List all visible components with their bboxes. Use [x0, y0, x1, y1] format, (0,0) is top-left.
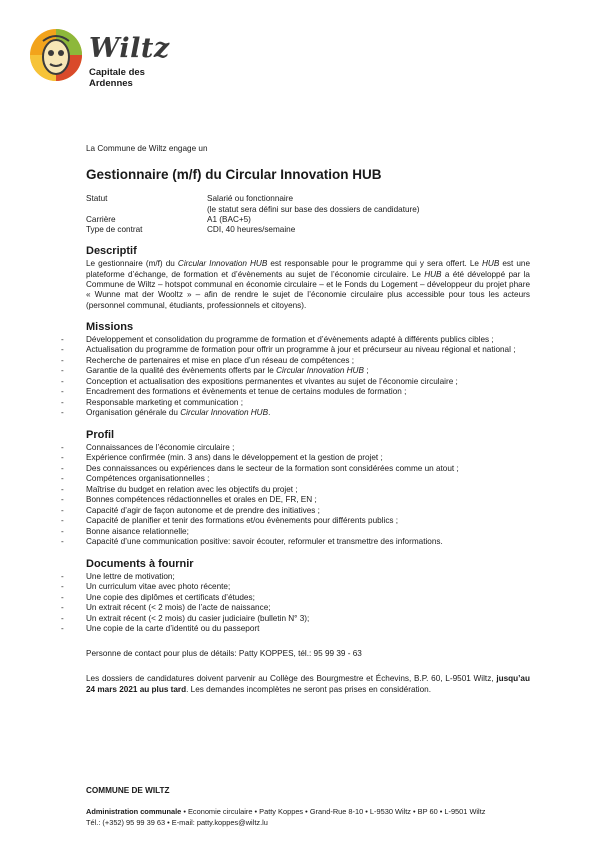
text-run: Développement et consolidation du programme de formation et d’évènements adapté à différents publics cibles ; — [86, 334, 494, 344]
text-run: Les dossiers de candidatures doivent parvenir au Collège des Bourgmestre et Échevins, B.P. 60, L-9501 Wiltz, — [86, 674, 497, 684]
documents-list — [86, 572, 530, 635]
text-run: est une plateforme d’échange, de formation et d’évènements au sujet de l’économie circulaire. Le — [86, 259, 531, 279]
section-heading-missions: Missions — [86, 320, 134, 333]
job-posting — [86, 144, 530, 695]
footer-address — [86, 807, 546, 817]
detail-label: Carrière — [86, 214, 116, 224]
wiltz-mascot-icon — [29, 27, 87, 83]
text-run-italic: Circular Innovation HUB — [180, 408, 269, 418]
list-item — [86, 366, 530, 377]
closing-paragraph — [86, 674, 530, 695]
list-item: - Une lettre de motivation; — [86, 572, 530, 583]
section-heading-documents: Documents à fournir — [86, 557, 194, 570]
list-item — [86, 356, 530, 367]
detail-value: (le statut sera défini sur base des dossiers de candidature) — [207, 204, 420, 214]
footer-admin-label: Administration communale — [86, 807, 182, 816]
descriptif-paragraph — [86, 259, 530, 310]
wiltz-logo — [29, 27, 189, 89]
page-title: Gestionnaire (m/f) du Circular Innovation HUB — [86, 167, 382, 183]
text-run: Garantie de la qualité des évènements offerts par le — [86, 366, 277, 376]
section-heading-profil: Profil — [86, 428, 115, 441]
text-run: ; — [363, 366, 369, 376]
text-run: Organisation générale du — [86, 408, 181, 418]
detail-label: Type de contrat — [86, 225, 143, 235]
list-item: - Un curriculum vitae avec photo récente; — [86, 582, 530, 593]
list-item: - Expérience confirmée (min. 3 ans) dans le développement et la gestion de projet ; — [86, 453, 530, 464]
text-run: Encadrement des formations et évènements et tenue de certains modules de formation ; — [86, 387, 407, 397]
list-item — [86, 387, 530, 398]
text-run: a été développé par la Commune de Wiltz – hotspot communal en économie circulaire – et le Fonds du Logement – développeur du projet phare « Wunne mat der Wooltz » – afin de rendre le sujet de l’économie circulaire plus accessible pour tous les acteurs (personnel communal, étudiants, professionnels et citoyens). — [86, 269, 530, 310]
intro-line: La Commune de Wiltz engage un — [86, 144, 208, 153]
text-run-italic: HUB — [482, 259, 500, 269]
list-item — [86, 335, 530, 346]
text-run: . — [268, 408, 271, 418]
text-run: est responsable pour le programme qui y sera offert. Le — [267, 259, 482, 269]
text-run-italic: Circular Innovation HUB — [276, 366, 364, 376]
text-run-italic: Circular Innovation HUB — [177, 259, 268, 269]
logo-tagline: Capitale des Ardennes — [89, 67, 145, 89]
logo-wordmark: Wiltz — [89, 33, 170, 64]
deadline-text: jusqu’au 24 mars 2021 au plus tard — [86, 674, 530, 694]
detail-value: A1 (BAC+5) — [207, 214, 251, 224]
list-item: - Compétences organisationnelles ; — [86, 474, 530, 485]
footer-address-text: • Economie circulaire • Patty Koppes • Grand-Rue 8-10 • L-9530 Wiltz • BP 60 • L-9501 Wiltz — [181, 807, 486, 816]
list-item — [86, 408, 530, 419]
detail-label — [86, 205, 207, 215]
text-run: Conception et actualisation des expositions permanentes et vivantes au sujet de l’économie circulaire ; — [86, 376, 458, 386]
contact-line: Personne de contact pour plus de détails: Patty KOPPES, tél.: 95 99 39 - 63 — [86, 648, 362, 658]
footer-organization: COMMUNE DE WILTZ — [86, 786, 170, 795]
section-heading-descriptif: Descriptif — [86, 245, 137, 258]
list-item: - Bonne aisance relationnelle; — [86, 527, 530, 538]
text-run: Recherche de partenaires et mise en place d’un réseau de compétences ; — [86, 355, 355, 365]
list-item: - Un extrait récent (< 2 mois) du casier judiciaire (bulletin N° 3); — [86, 614, 530, 625]
detail-value: Salarié ou fonctionnaire — [207, 194, 294, 204]
profil-list — [86, 443, 530, 548]
list-item: - Connaissances de l’économie circulaire ; — [86, 443, 530, 454]
list-item: - Maîtrise du budget en relation avec les objectifs du projet ; — [86, 485, 530, 496]
list-item: - Capacité d’agir de façon autonome et de prendre des initiatives ; — [86, 506, 530, 517]
text-run: Responsable marketing et communication ; — [86, 397, 244, 407]
detail-value: CDI, 40 heures/semaine — [207, 225, 296, 235]
list-item — [86, 398, 530, 409]
list-item: - Un extrait récent (< 2 mois) de l’acte de naissance; — [86, 603, 530, 614]
list-item: - Capacité d’une communication positive: savoir écouter, reformuler et transmettre des informations. — [86, 537, 530, 548]
list-item — [86, 345, 530, 356]
list-item: - Capacité de planifier et tenir des formations et/ou évènements pour différents publics ; — [86, 516, 530, 527]
list-item: - Une copie de la carte d’identité ou du passeport — [86, 624, 530, 635]
list-item: - Des connaissances ou expériences dans le secteur de la formation sont considérées comme un atout ; — [86, 464, 530, 475]
list-item — [86, 377, 530, 388]
missions-list — [86, 335, 530, 419]
detail-label: Statut — [86, 194, 108, 204]
footer-contact: Tél.: (+352) 95 99 39 63 • E-mail: patty.koppes@wiltz.lu — [86, 818, 268, 827]
list-item: - Bonnes compétences rédactionnelles et orales en DE, FR, EN ; — [86, 495, 530, 506]
text-run: Le gestionnaire (m/f) du — [86, 259, 178, 269]
text-run: . Les demandes incomplètes ne seront pas prises en considération. — [186, 684, 431, 694]
text-run: Actualisation du programme de formation pour offrir un programme à jour et précurseur au niveau régional et national ; — [86, 345, 516, 355]
list-item: - Une copie des diplômes et certificats d’études; — [86, 593, 530, 604]
text-run-italic: HUB — [424, 269, 442, 279]
job-details — [86, 194, 530, 235]
